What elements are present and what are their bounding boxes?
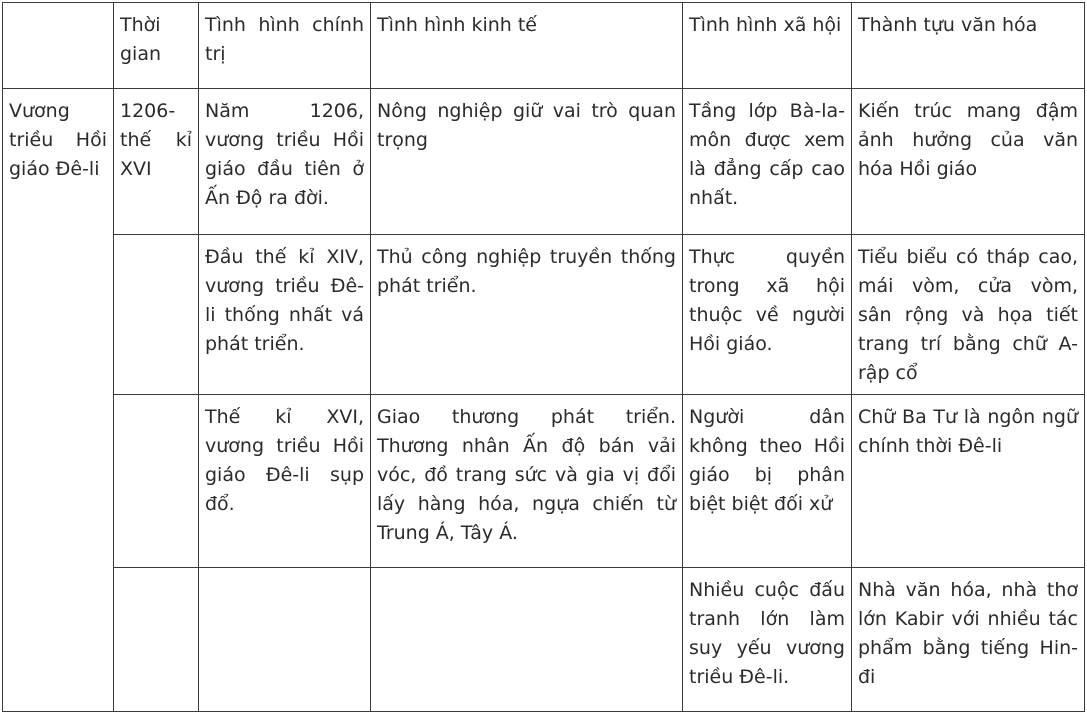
economy-cell: Giao thương phát triển. Thương nhân Ấn độ bán vải vóc, đồ trang sức và gia vị đổi lấy hàng hóa, ngựa chiến từ Trung Á, Tây Á. [371, 395, 683, 568]
header-row [3, 3, 1085, 89]
table-row [3, 395, 1085, 568]
dynasty-cell: Vương triều Hồi giáo Đê-li [3, 89, 114, 712]
time-cell: 1206-thế kỉ XVI [114, 89, 199, 235]
society-cell: Nhiều cuộc đấu tranh lớn làm suy yếu vương triều Đê-li. [683, 568, 852, 712]
economy-cell: Nông nghiệp giữ vai trò quan trọng [371, 89, 683, 235]
header-cell-empty [3, 3, 114, 89]
table-row [3, 89, 1085, 235]
society-cell: Người dân không theo Hồi giáo bị phân biệt biệt đối xử [683, 395, 852, 568]
header-cell-society: Tình hình xã hội [683, 3, 852, 89]
header-cell-culture: Thành tựu văn hóa [852, 3, 1085, 89]
delhi-sultanate-table [2, 2, 1085, 712]
header-cell-economy: Tình hình kinh tế [371, 3, 683, 89]
table-row [3, 568, 1085, 712]
society-cell: Tầng lớp Bà-la-môn được xem là đẳng cấp cao nhất. [683, 89, 852, 235]
politics-cell: Năm 1206, vương triều Hồi giáo đầu tiên ở Ấn Độ ra đời. [199, 89, 371, 235]
culture-cell: Tiểu biểu có tháp cao, mái vòm, cửa vòm, sân rộng và họa tiết trang trí bằng chữ A-rập cổ [852, 235, 1085, 395]
header-cell-politics: Tình hình chính trị [199, 3, 371, 89]
politics-cell: Đầu thế kỉ XIV, vương triều Đê-li thống nhất vá phát triển. [199, 235, 371, 395]
history-table-container [2, 2, 1085, 712]
politics-cell-empty [199, 568, 371, 712]
culture-cell: Nhà văn hóa, nhà thơ lớn Kabir với nhiều tác phẩm bằng tiếng Hin-đi [852, 568, 1085, 712]
society-cell: Thực quyền trong xã hội thuộc về người Hồi giáo. [683, 235, 852, 395]
politics-cell: Thế kỉ XVI, vương triều Hồi giáo Đê-li sụp đổ. [199, 395, 371, 568]
economy-cell: Thủ công nghiệp truyền thống phát triển. [371, 235, 683, 395]
time-cell-empty [114, 568, 199, 712]
economy-cell-empty [371, 568, 683, 712]
time-cell-empty [114, 235, 199, 395]
culture-cell: Kiến trúc mang đậm ảnh hưởng của văn hóa Hồi giáo [852, 89, 1085, 235]
table-row [3, 235, 1085, 395]
header-cell-time: Thời gian [114, 3, 199, 89]
culture-cell: Chữ Ba Tư là ngôn ngữ chính thời Đê-li [852, 395, 1085, 568]
time-cell-empty [114, 395, 199, 568]
